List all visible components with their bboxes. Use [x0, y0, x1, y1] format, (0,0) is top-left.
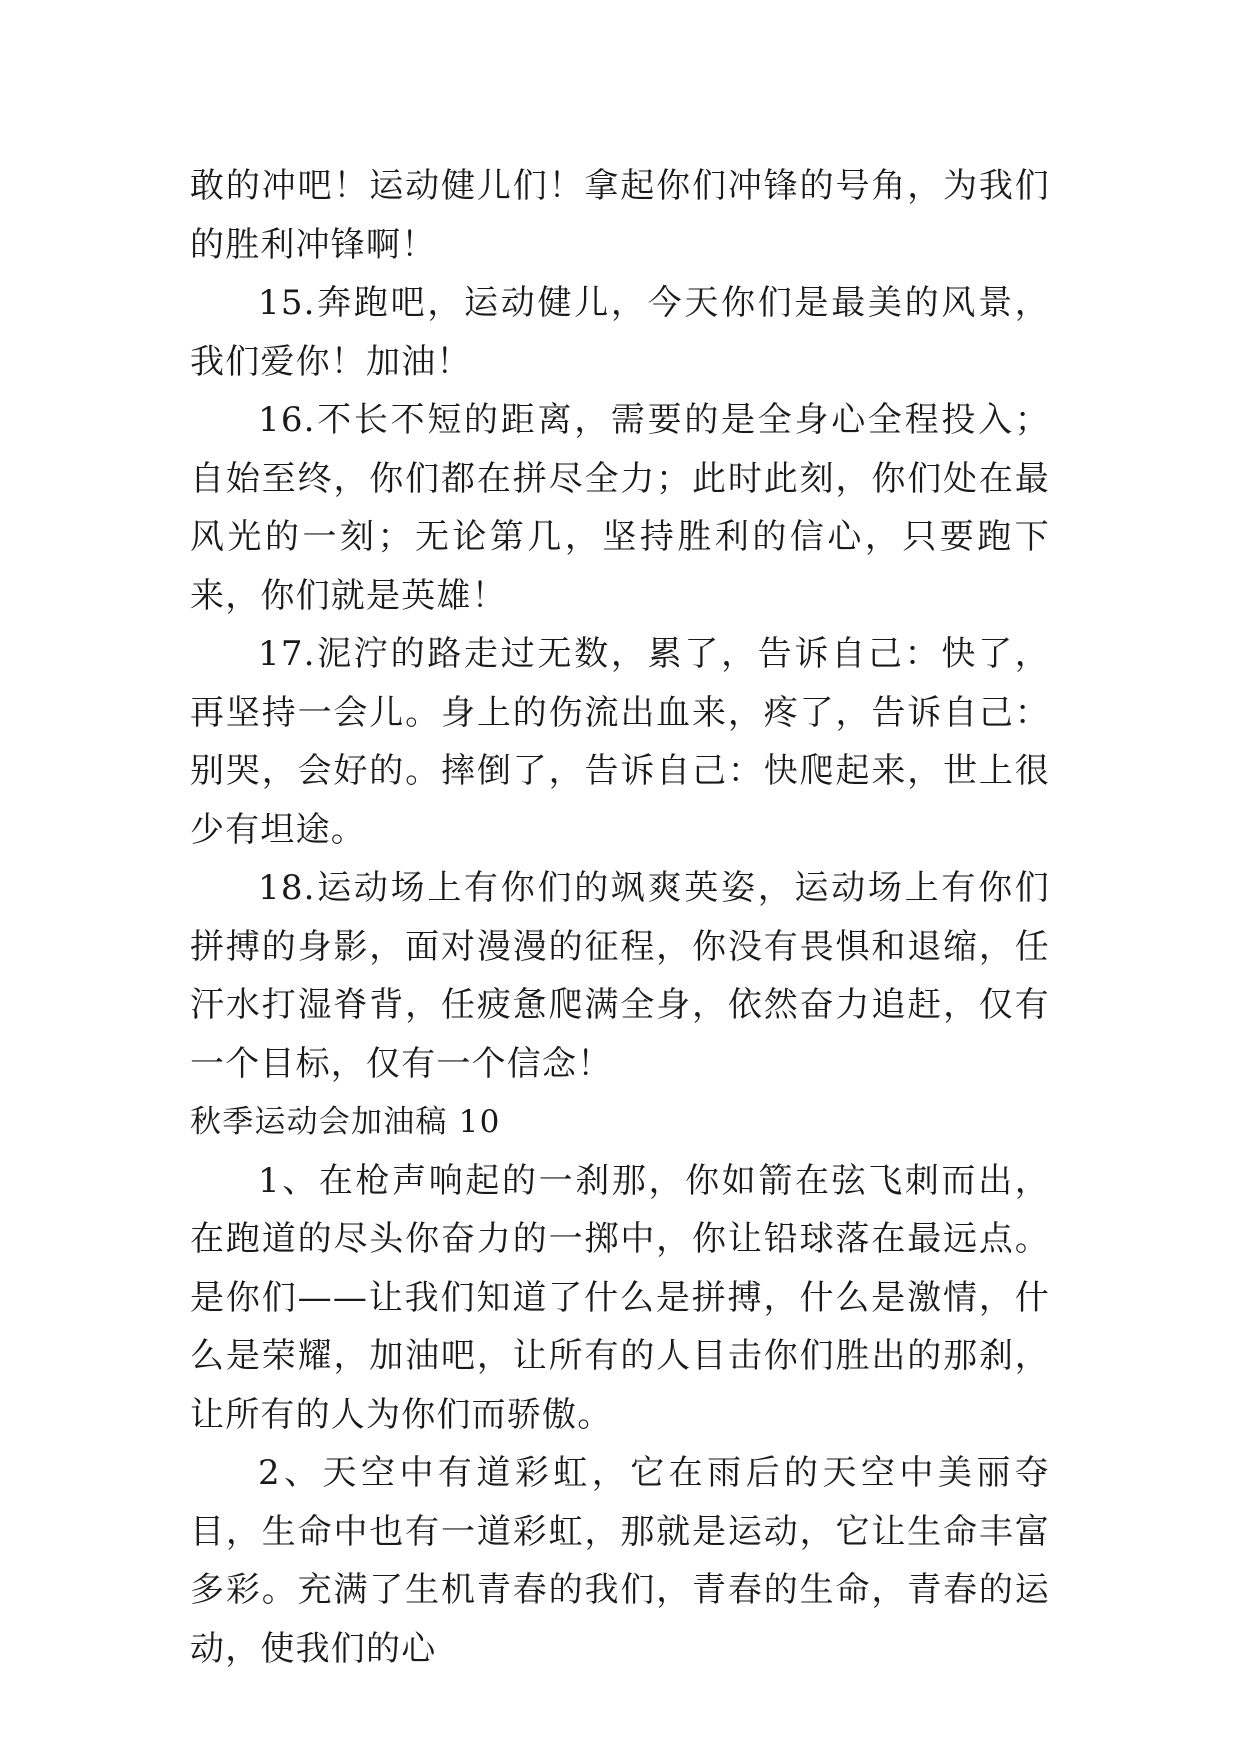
cheer-item-16: 16.不长不短的距离，需要的是全身心全程投入；自始至终，你们都在拼尽全力；此时此刻，你们处在最风光的一刻；无论第几，坚持胜利的信心，只要跑下来，你们就是英雄！ [190, 400, 1050, 616]
section-heading: 秋季运动会加油稿 10 [190, 1104, 501, 1140]
cheer-item-15: 15.奔跑吧，运动健儿，今天你们是最美的风景，我们爱你！加油！ [190, 283, 1050, 382]
cheer-item-1: 1、在枪声响起的一刹那，你如箭在弦飞刺而出，在跑道的尽头你奋力的一掷中，你让铅球落在最远点。是你们——让我们知道了什么是拼搏，什么是激情，什么是荣耀，加油吧，让所有的人目击你们胜出的那刹，让所有的人为你们而骄傲。 [190, 1160, 1050, 1435]
document-body [190, 157, 1050, 1678]
paragraph-continuation: 敢的冲吧！运动健儿们！拿起你们冲锋的号角，为我们的胜利冲锋啊！ [190, 166, 1050, 265]
cheer-item-17: 17.泥泞的路走过无数，累了，告诉自己：快了，再坚持一会儿。身上的伤流出血来，疼了，告诉自己：别哭，会好的。摔倒了，告诉自己：快爬起来，世上很少有坦途。 [190, 634, 1050, 850]
cheer-item-2: 2、天空中有道彩虹，它在雨后的天空中美丽夺目，生命中也有一道彩虹，那就是运动，它让生命丰富多彩。充满了生机青春的我们，青春的生命，青春的运动，使我们的心 [190, 1453, 1050, 1669]
cheer-item-18: 18.运动场上有你们的飒爽英姿，运动场上有你们拼搏的身影，面对漫漫的征程，你没有畏惧和退缩，任汗水打湿脊背，任疲惫爬满全身，依然奋力追赶，仅有一个目标，仅有一个信念！ [190, 868, 1050, 1084]
